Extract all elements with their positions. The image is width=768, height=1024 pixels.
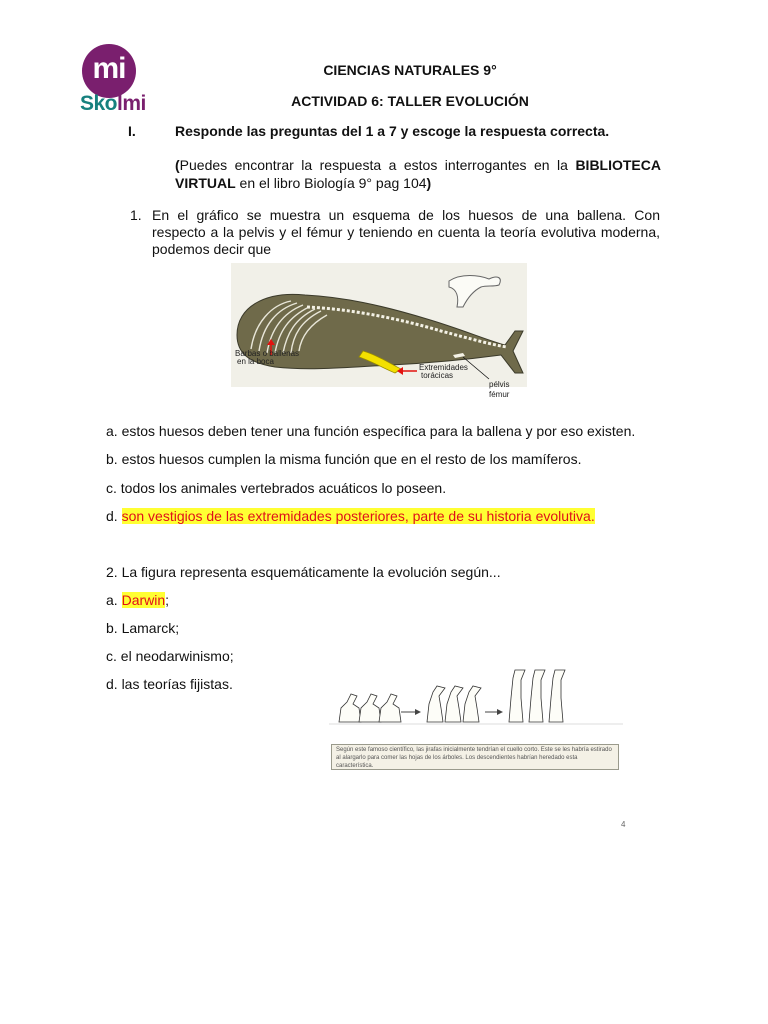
q1-option-b: b. estos huesos cumplen la misma función que en el resto de los mamíferos.: [106, 451, 582, 467]
q2-option-d: d. las teorías fijistas.: [106, 676, 233, 692]
giraffe-caption: Según este famoso científico, las jirafas inicialmente tendrían el cuello corto. Este se les habría estirado al alargarlo para comer las hojas de los árboles. Los descendientes habrían heredado esta característica.: [331, 744, 619, 770]
q1-option-c: c. todos los animales vertebrados acuáticos lo poseen.: [106, 480, 447, 496]
label-extremidades-1: Extremidades: [419, 363, 468, 372]
arrow-icon: [401, 709, 421, 715]
course-title: CIENCIAS NATURALES 9°: [323, 62, 497, 78]
section-numeral: I.: [128, 123, 136, 139]
q1-option-d: d. son vestigios de las extremidades posteriores, parte de su historia evolutiva.: [106, 508, 595, 524]
label-barbas-2: en la boca: [237, 357, 274, 366]
arrow-icon: [485, 709, 503, 715]
label-femur: fémur: [489, 390, 510, 399]
whale-skeleton-figure: [231, 263, 527, 403]
q1-correct-answer: son vestigios de las extremidades posteriores, parte de su historia evolutiva.: [121, 508, 595, 524]
giraffes-medium-neck: [427, 686, 481, 722]
giraffes-short-neck: [339, 694, 401, 722]
question-2-text: 2. La figura representa esquemáticamente la evolución según...: [106, 564, 501, 580]
question-1-number: 1.: [130, 207, 142, 223]
whale-svg: [231, 263, 527, 403]
giraffe-evolution-figure: [329, 668, 624, 783]
logo-circle: mi: [82, 44, 136, 98]
q1-option-a: a. estos huesos deben tener una función específica para la ballena y por eso existen.: [106, 423, 636, 439]
section-note: (Puedes encontrar la respuesta a estos interrogantes en la BIBLIOTECA VIRTUAL en el libro Biología 9° pag 104): [175, 157, 661, 191]
q2-option-c: c. el neodarwinismo;: [106, 648, 234, 664]
q2-option-b: b. Lamarck;: [106, 620, 180, 636]
question-1-text: En el gráfico se muestra un esquema de los huesos de una ballena. Con respecto a la pelvis y el fémur y teniendo en cuenta la teoría evolutiva moderna, podemos decir que: [152, 207, 660, 257]
label-extremidades-2: torácicas: [421, 371, 454, 380]
activity-title: ACTIVIDAD 6: TALLER EVOLUCIÓN: [291, 93, 529, 109]
page-number: 4: [621, 820, 626, 829]
q2-option-a: a. Darwin;: [106, 592, 170, 608]
logo-wordmark: Skolmi: [80, 92, 146, 115]
section-title: Responde las preguntas del 1 a 7 y escoge la respuesta correcta.: [175, 123, 610, 139]
giraffes-long-neck: [509, 670, 565, 722]
q2-correct-answer: Darwin: [121, 592, 166, 608]
label-pelvis: pélvis: [489, 380, 510, 389]
giraffe-svg: [329, 668, 624, 744]
label-barbas-1: Barbas o ballenas: [235, 349, 300, 358]
